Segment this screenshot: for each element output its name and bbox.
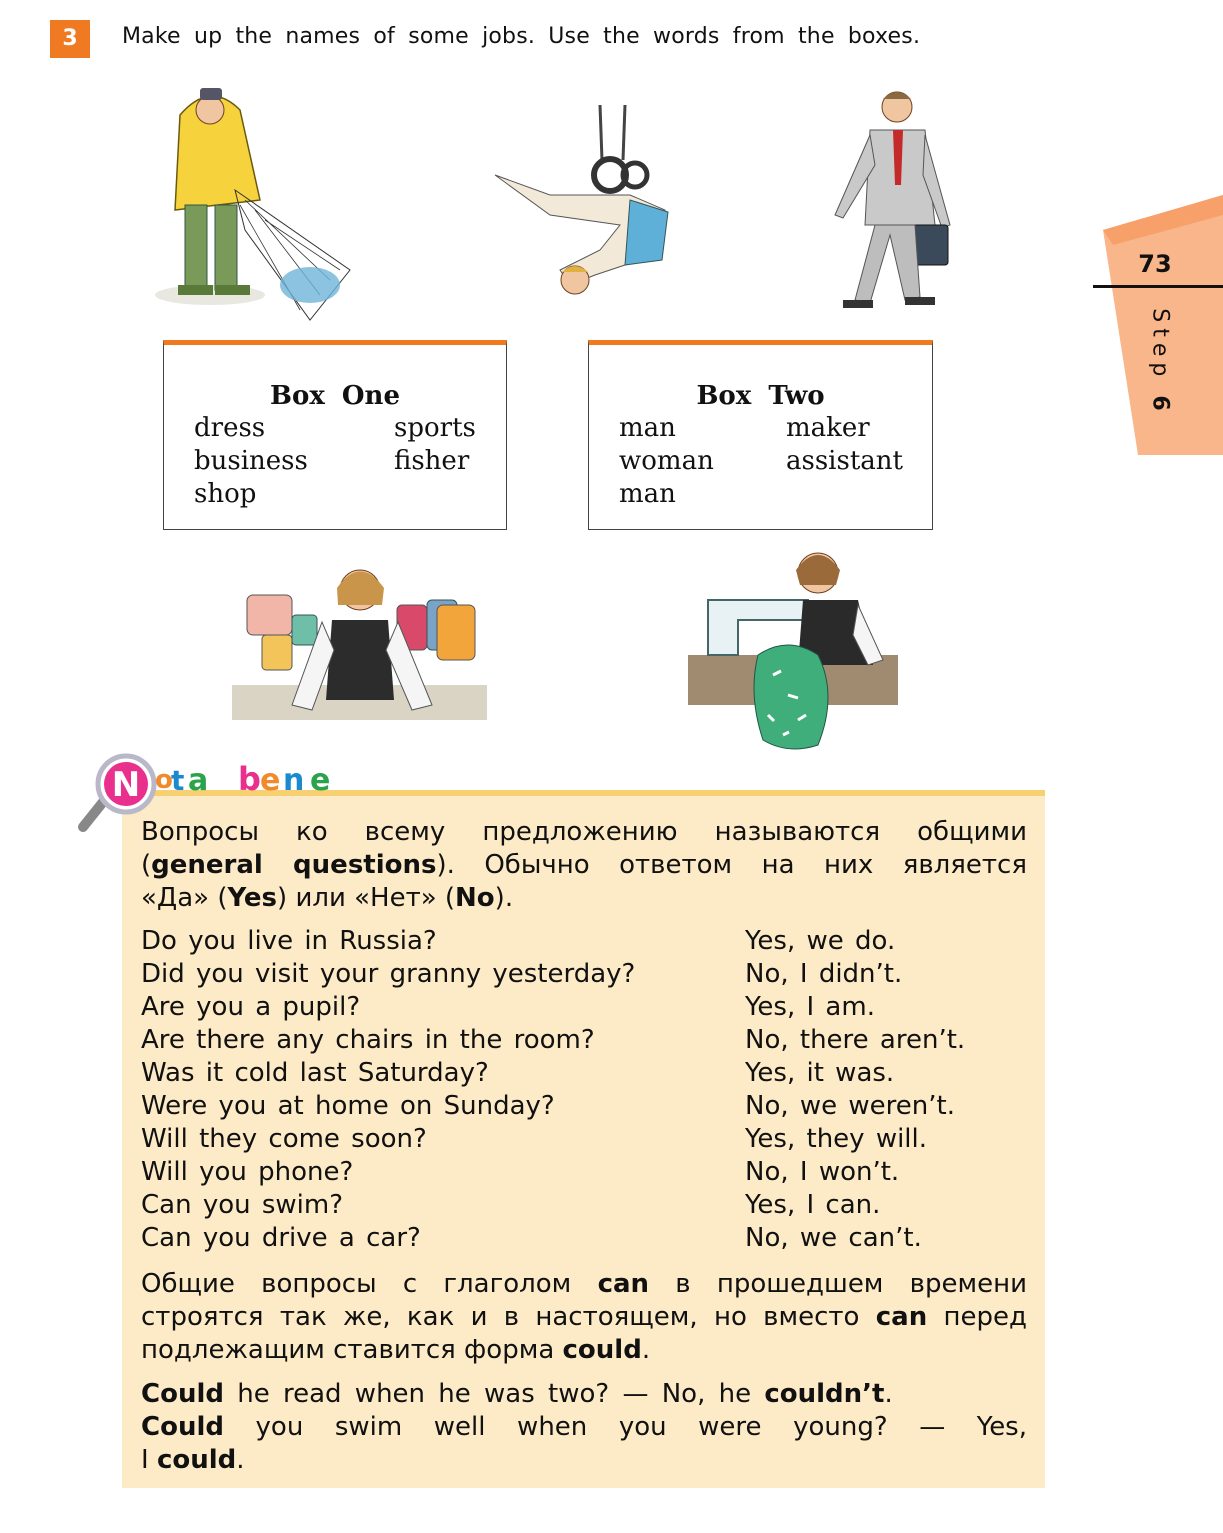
intro-yes: Yes	[227, 883, 278, 913]
example-could: could	[156, 1445, 237, 1475]
intro-line-2	[141, 849, 1027, 882]
svg-text:n: n	[283, 763, 305, 798]
box-two-word: man	[619, 413, 676, 443]
rule-text: строятся так же, как и в настоящем, но вместо	[141, 1302, 860, 1332]
box-one-title: Box One	[270, 381, 400, 411]
svg-text:o: o	[155, 765, 173, 795]
example-could: Could	[141, 1412, 224, 1442]
question: Can you drive a car?	[141, 1223, 421, 1253]
answer: No, there aren’t.	[745, 1025, 966, 1055]
question: Are there any chairs in the room?	[141, 1025, 595, 1055]
box-one-word: business	[194, 446, 308, 476]
rule-line-1	[141, 1268, 1027, 1301]
example-could: Could	[141, 1379, 224, 1409]
answer: Yes, we do.	[745, 926, 896, 956]
answer: Yes, it was.	[745, 1058, 895, 1088]
intro-line-1: Вопросы ко всему предложению называются общими	[141, 817, 1027, 847]
question: Can you swim?	[141, 1190, 344, 1220]
nota-bene-examples	[141, 1378, 1027, 1477]
example-couldnt: couldn’t	[764, 1379, 885, 1409]
svg-text:t: t	[171, 764, 185, 797]
step-word: Step	[1147, 308, 1173, 383]
answer: No, I won’t.	[745, 1157, 900, 1187]
rule-text: .	[641, 1335, 651, 1365]
rule-line-2	[141, 1301, 1027, 1334]
intro-general-questions: general questions	[151, 850, 437, 880]
box-two-word: man	[619, 479, 676, 509]
box-one-word: fisher	[394, 446, 470, 476]
question: Will you phone?	[141, 1157, 354, 1187]
shop-assistant-illustration	[232, 560, 487, 725]
intro-end: ).	[494, 883, 514, 913]
example-text: .	[236, 1445, 245, 1475]
box-one-word: shop	[194, 479, 257, 509]
rule-text: Общие вопросы с глаголом	[141, 1269, 572, 1299]
nota-bene-rule	[141, 1268, 1027, 1367]
step-number: 6	[1147, 395, 1173, 417]
exercise-number: 3	[50, 20, 90, 58]
example-text: you swim well when you were young? — Yes,	[255, 1412, 1027, 1442]
exercise-instruction: Make up the names of some jobs. Use the words from the boxes.	[122, 24, 921, 49]
question: Did you visit your granny yesterday?	[141, 959, 636, 989]
intro-line-2-rest: ). Обычно ответом на них является	[436, 850, 1027, 880]
dressmaker-illustration	[688, 545, 898, 755]
step-label	[1148, 278, 1173, 448]
question: Are you a pupil?	[141, 992, 361, 1022]
rule-text: подлежащим ставится форма	[141, 1335, 555, 1365]
answer: No, we can’t.	[745, 1223, 922, 1253]
svg-text:e: e	[310, 763, 331, 798]
example-line-3	[141, 1444, 1027, 1477]
box-one	[163, 340, 507, 530]
intro-net: ) или «Нет» (	[277, 883, 456, 913]
answer: No, I didn’t.	[745, 959, 903, 989]
rule-text: перед	[943, 1302, 1027, 1332]
box-two-word: woman	[619, 446, 714, 476]
rule-could: could	[562, 1335, 642, 1365]
example-text: .	[884, 1379, 893, 1409]
answer: No, we weren’t.	[745, 1091, 955, 1121]
question: Was it cold last Saturday?	[141, 1058, 489, 1088]
box-one-word: dress	[194, 413, 266, 443]
answer: Yes, they will.	[745, 1124, 928, 1154]
box-two-title: Box Two	[696, 381, 825, 411]
box-two-word: assistant	[786, 446, 903, 476]
intro-line-3	[141, 882, 1027, 915]
fisherman-illustration	[150, 80, 375, 330]
example-line-1	[141, 1378, 1027, 1411]
intro-paren: (	[141, 850, 152, 880]
svg-text:a: a	[188, 763, 209, 798]
example-text: he read when he was two? — No, he	[237, 1379, 752, 1409]
page-number: 73	[1138, 250, 1172, 278]
rule-text: в прошедшем времени	[675, 1269, 1028, 1299]
intro-da: «Да» (	[141, 883, 228, 913]
rule-line-3	[141, 1334, 1027, 1367]
question: Will they come soon?	[141, 1124, 427, 1154]
answer: Yes, I am.	[745, 992, 875, 1022]
box-one-word: sports	[394, 413, 476, 443]
example-text: I	[141, 1445, 149, 1475]
box-two	[588, 340, 933, 530]
nota-bene-intro	[141, 816, 1027, 915]
intro-no: No	[455, 883, 495, 913]
rule-can: can	[875, 1302, 928, 1332]
box-two-word: maker	[786, 413, 870, 443]
question: Were you at home on Sunday?	[141, 1091, 555, 1121]
rule-can: can	[597, 1269, 650, 1299]
answer: Yes, I can.	[745, 1190, 881, 1220]
svg-text:b: b	[238, 760, 261, 798]
svg-text:N: N	[111, 765, 141, 805]
gymnast-illustration	[490, 100, 680, 310]
question: Do you live in Russia?	[141, 926, 437, 956]
svg-text:e: e	[260, 763, 281, 798]
businessman-illustration	[825, 85, 965, 325]
example-line-2	[141, 1411, 1027, 1444]
